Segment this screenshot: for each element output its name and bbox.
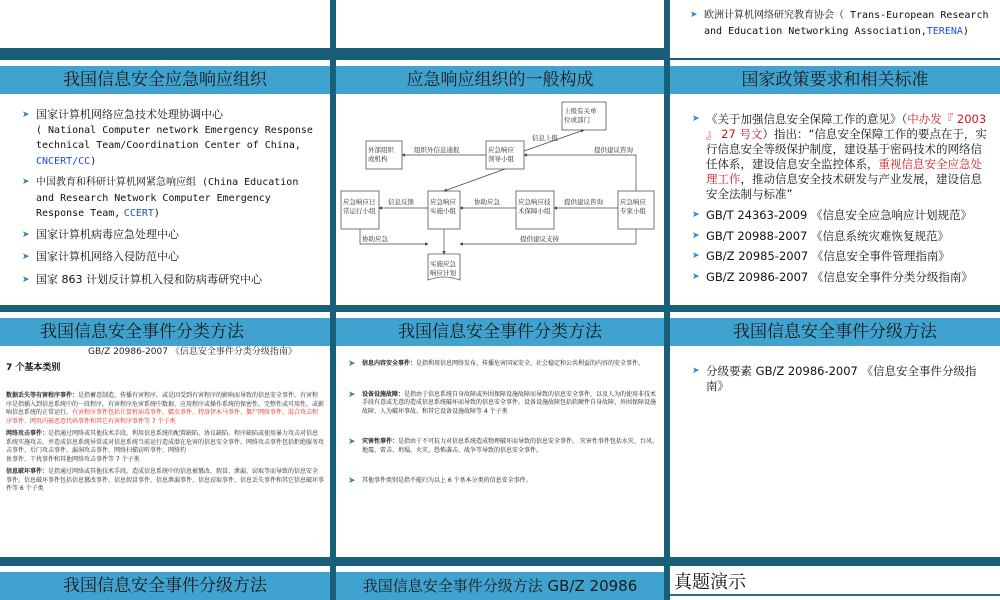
slide-title: 我国信息安全事件分级方法 GB/Z 20986 <box>336 572 664 600</box>
standard-item: ➤ GB/T 24363-2009 《信息安全应急响应计划规范》 <box>692 208 992 223</box>
list-item: ➤ 国家计算机网络应急技术处理协调中心 ( National Computer network Emergency Response technical Team/Coordination Center of China, CNCERT/CC) <box>22 108 322 169</box>
slide-top-left-partial[interactable] <box>0 0 330 48</box>
category-item: ➤ 灾害性事件：是指由于不可抗力对信息系统造成物理破坏而导致的信息安全事件。 灾害性事件包括水灾、台风、地震、雷击、坍塌、火灾、恐怖袭击、战争等导致的信息安全事件。 <box>348 438 658 455</box>
category-item: ➤ 其他事件类别是指不能归为以上 6 个基本分类的信息安全事件。 <box>348 477 658 486</box>
slide-org-structure[interactable] <box>336 60 664 305</box>
category-paragraph: 网络攻击事件：是指通过网络或其他技术手段，利用信息系统的配置缺陷、协议缺陷、程序缺陷或使用暴力攻击对信息系统实施攻击，并造成信息系统异常或对信息系统当前运行造成潜在危害的信息安全事件。网络攻击事件包括拒绝服务攻击事件、后门攻击事件、漏洞攻击事件、网络扫描窃听事件、网络钓 鱼事件、干扰事件和其他网络攻击事件等 7 个子类 <box>6 430 325 463</box>
slide-title: 我国信息安全事件分类方法 <box>0 318 330 346</box>
slide-emergency-orgs[interactable] <box>0 60 330 305</box>
node-impl-label: 应急响应实施小组 <box>430 198 456 215</box>
edge-report: 信息上报 <box>532 134 558 142</box>
list-item: ➤ 国家 863 计划反计算机入侵和防病毒研究中心 <box>22 273 322 288</box>
slide-event-classification-1[interactable] <box>0 312 330 557</box>
diagram-boxes <box>341 102 654 280</box>
ccert-link[interactable]: CCERT <box>123 208 154 219</box>
node-daily-label: 应急响应日常运行小组 <box>343 198 376 215</box>
node-leader-label: 应急响应领导小组 <box>488 146 514 163</box>
slide-title: 应急响应组织的一般构成 <box>336 66 664 94</box>
slide-title: 我国信息安全事件分级方法 <box>670 318 1000 346</box>
list-item: ➤ 国家计算机病毒应急处理中心 <box>22 228 322 243</box>
list-item: ➤ 国家计算机网络入侵防范中心 <box>22 250 322 265</box>
cncert-link[interactable]: CNCERT/CC <box>36 155 91 167</box>
slide-event-grading-2[interactable] <box>0 566 330 600</box>
slide-title: 我国信息安全应急响应组织 <box>0 66 330 94</box>
node-upper-label: 上级有关单位或部门 <box>564 107 597 124</box>
edge-support: 提供建议支持 <box>520 235 559 243</box>
edge-feedback: 信息反馈 <box>388 198 414 206</box>
category-paragraph: 信息破坏事件：是指通过网络或其他技术手段，造成信息系统中的信息被篡改、假冒、泄漏、窃取等而导致的信息安全事件。信息破坏事件包括信息篡改事件、信息假冒事件、信息泄漏事件、信息窃取事件、信息丢失事件和其它信息破坏事件等 6 个子类 <box>6 468 325 492</box>
standard-item: ➤ GB/T 20988-2007 《信息系统灾难恢复规范》 <box>692 229 992 244</box>
section-heading: 7 个基本类别 <box>6 363 61 373</box>
title-underline <box>670 594 1000 596</box>
terena-item: ➤ 欧洲计算机网络研究教育协会（ Trans-European Research and Education Networking Association,TERENA) <box>690 8 995 39</box>
category-paragraph: 数据丢失等有害程序事件：是指蓄意制造、传播有害程序，或是因受到有害程序的影响而导致的信息安全事件。有害程序是指插入到信息系统中的一段程序，有害程序危害系统中数据、应用程序或操作系统的保密性、完整性或可用性，或影响信息系统的正常运行。有害程序事件包括计算机病毒事件、蠕虫事件、特洛伊木马事件、僵尸网络事件、混合攻击程序事件、网页内嵌恶意代码事件和其它有害程序事件等 7 个子类 <box>6 392 325 425</box>
edge-comm: 组织外信息通报 <box>414 146 460 154</box>
category-item: ➤ 信息内容安全事件：是指利用信息网络发布、传播危害国家安全、社会稳定和公共利益的内容的安全事件。 <box>348 360 658 369</box>
slide-policy-standards[interactable] <box>670 60 1000 305</box>
node-plan-label: 实施应急响应计划 <box>430 260 456 277</box>
node-expert-label: 应急响应专家小组 <box>620 198 646 215</box>
diagram-labels <box>343 106 647 277</box>
category-item: ➤ 设备设施故障：是指由于信息系统自身故障或外围保障设施故障而导致的信息安全事件，以及人为的使用非技术手段有意或无意的造成信息系统破坏而导致的信息安全事件。设备设施故障包括软硬件自身故障、外围保障设施故障、人为破坏事故、和其它设备设施故障等 4 个子类 <box>348 391 658 417</box>
node-tech-label: 应急响应技术保障小组 <box>518 198 551 215</box>
org-structure-diagram <box>336 96 664 305</box>
edge-advice2: 提供建议咨询 <box>564 198 603 206</box>
terena-link[interactable]: TERENA <box>926 25 963 37</box>
standard-item: ➤ GB/Z 20986-2007 《信息安全事件分类分级指南》 <box>692 270 992 285</box>
slide-subtitle: GB/Z 20986-2007 《信息安全事件分类分级指南》 <box>88 347 297 357</box>
slide-top-middle-partial[interactable] <box>336 0 664 48</box>
list-item: ➤ 中国教育和科研计算机网紧急响应组 (China Education and Research Network Computer Emergency Response Team, CCERT) <box>22 175 322 222</box>
edge-assist2: 协助应急 <box>362 235 388 243</box>
node-external-label: 外部组织或机构 <box>368 146 394 163</box>
slide-event-grading[interactable] <box>670 312 1000 557</box>
grading-item: ➤ 分级要素 GB/Z 20986-2007 《信息安全事件分级指南》 <box>692 364 992 394</box>
policy-item: ➤ 《关于加强信息安全保障工作的意见》（中办发『 2003 』 27 号文）指出：“信息安全保障工作的要点在于，实行信息安全等级保护制度，建设基于密码技术的网络信任体系，建设信息安全监控体系，重视信息安全应急处理工作，推动信息安全技术研发与产业发展，建设信息安全法制与标准” <box>692 112 992 202</box>
edge-assist: 协助应急 <box>474 198 500 206</box>
slide-title: 真题演示 <box>674 572 746 593</box>
slide-title: 我国信息安全事件分类方法 <box>336 318 664 346</box>
slide-title: 国家政策要求和相关标准 <box>670 66 1000 94</box>
slide-title: 我国信息安全事件分级方法 <box>0 572 330 600</box>
slide-event-grading-3[interactable] <box>336 566 664 600</box>
edge-advice: 提供建议咨询 <box>594 146 633 154</box>
slide-exam-demo[interactable] <box>670 566 1000 600</box>
standard-item: ➤ GB/Z 20985-2007 《信息安全事件管理指南》 <box>692 249 992 264</box>
slide-top-right-partial[interactable] <box>670 0 1000 58</box>
slide-event-classification-2[interactable] <box>336 312 664 557</box>
